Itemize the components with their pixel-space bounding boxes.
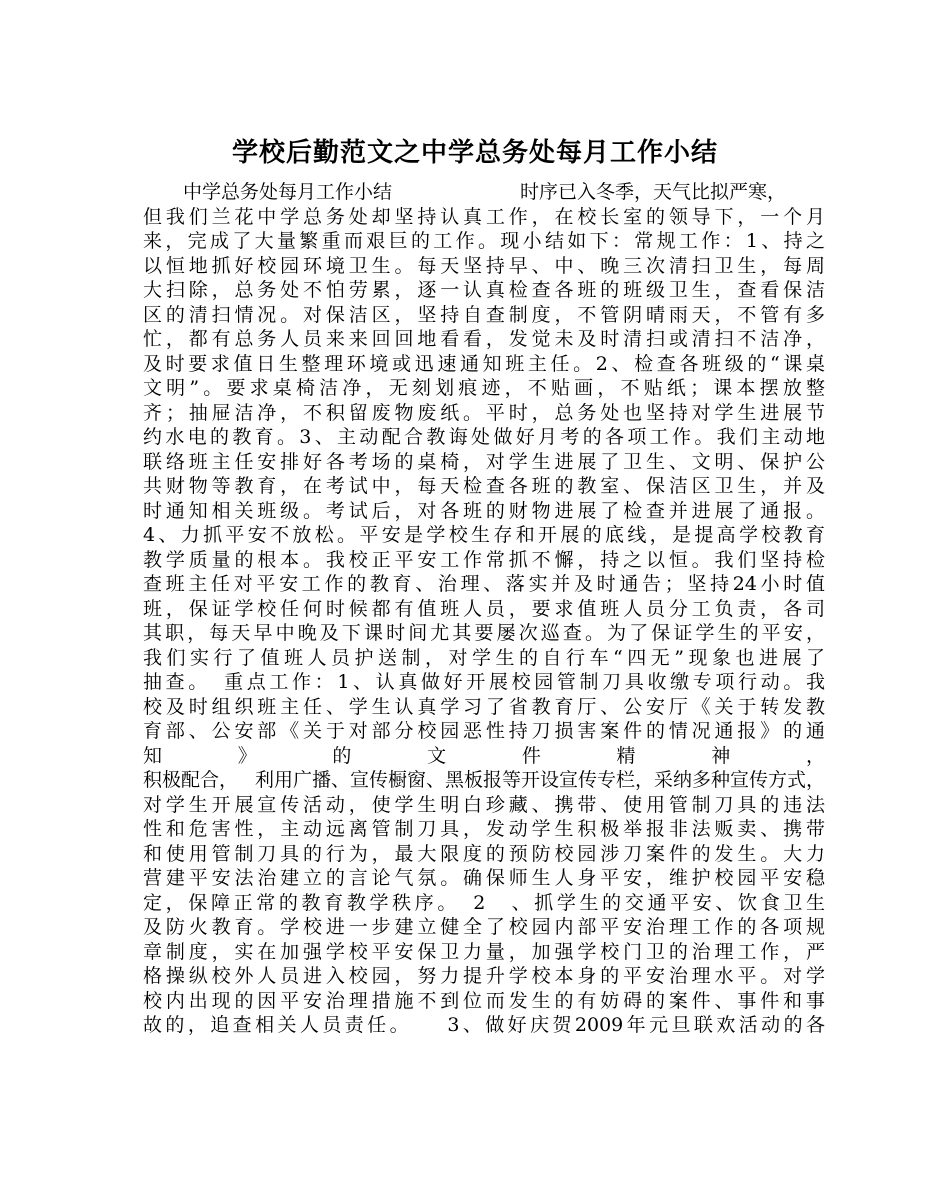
document-body (143, 180, 825, 1062)
text-line: 故的，追查相关人员责任。 3、做好庆贺2009年元旦联欢活动的各 (143, 1014, 825, 1036)
text-line: 知》的文件精神， (143, 744, 825, 767)
text-line: 齐；抽屉洁净，不积留废物废纸。平时，总务处也坚持对学生进展节 (143, 401, 825, 424)
text-line: 我们实行了值班人员护送制，对学生的自行车“四无”现象也进展了 (143, 646, 825, 669)
text-line: 营建平安法治建立的言论气氛。确保师生人身平安，维护校园平安稳 (143, 867, 825, 889)
text-line: 大扫除，总务处不怕劳累，逐一认真检查各班的班级卫生，查看保洁 (143, 279, 825, 301)
text-line: 性和危害性，主动远离管制刀具，发动学生积极举报非法贩卖、携带 (143, 818, 825, 840)
text-line: 章制度，实在加强学校平安保卫力量，加强学校门卫的治理工作，严 (143, 940, 825, 963)
text-run: 利用广播、宣传橱窗、黑板报等开设宣传专栏，采纳多种宣传方式， (254, 769, 825, 791)
text-run: 时序已入冬季，天气比拟严寒， (520, 181, 787, 203)
text-line: 来，完成了大量繁重而艰巨的工作。现小结如下：常规工作：1、持之 (143, 230, 825, 252)
text-line: 以恒地抓好校园环境卫生。每天坚持早、中、晚三次清扫卫生，每周 (143, 254, 825, 277)
text-line: 及防火教育。学校进一步建立健全了校园内部平安治理工作的各项规 (143, 916, 825, 938)
text-line: 育部、公安部《关于对部分校园恶性持刀损害案件的情况通报》的通 (143, 720, 825, 742)
text-line: 校及时组织班主任、学生认真学习了省教育厅、公安厅《关于转发教 (143, 695, 825, 718)
text-line: 格操纵校外人员进入校园，努力提升学校本身的平安治理水平。对学 (143, 965, 825, 987)
document-title: 学校后勤范文之中学总务处每月工作小结 (231, 138, 718, 168)
text-line: 和使用管制刀具的行为，最大限度的预防校园涉刀案件的发生。大力 (143, 842, 825, 865)
text-line: 4、力抓平安不放松。平安是学校生存和开展的底线，是提高学校教育 (143, 524, 825, 546)
text-line: 但我们兰花中学总务处却坚持认真工作，在校长室的领导下，一个月 (143, 205, 825, 228)
text-line: 约水电的教育。3、主动配合教诲处做好月考的各项工作。我们主动地 (143, 426, 825, 448)
text-run: 积极配合， (143, 769, 239, 791)
text-line: 教学质量的根本。我校正平安工作常抓不懈，持之以恒。我们坚持检 (143, 548, 825, 571)
text-line (143, 180, 825, 205)
text-line: 定，保障正常的教育教学秩序。 2 、抓学生的交通平安、饮食卫生 (143, 891, 825, 914)
text-line: 忙，都有总务人员来来回回地看看，发觉未及时清扫或清扫不洁净， (143, 328, 825, 350)
text-line: 抽查。 重点工作：1、认真做好开展校园管制刀具收缴专项行动。我 (143, 671, 825, 693)
text-line: 校内出现的因平安治理措施不到位而发生的有妨碍的案件、事件和事 (143, 989, 825, 1012)
text-line: 查班主任对平安工作的教育、治理、落实并及时通告；坚持24小时值 (143, 573, 825, 595)
text-line: 区的清扫情况。对保洁区，坚持自查制度，不管阴晴雨天，不管有多 (143, 303, 825, 326)
text-line: 班，保证学校任何时候都有值班人员，要求值班人员分工负责，各司 (143, 597, 825, 620)
text-line: 文明”。要求桌椅洁净，无刻划痕迹，不贴画，不贴纸；课本摆放整 (143, 377, 825, 399)
text-line: 其职，每天早中晚及下课时间尤其要屡次巡查。为了保证学生的平安， (143, 622, 825, 644)
text-line: 及时要求值日生整理环境或迅速通知班主任。2、检查各班级的“课桌 (143, 352, 825, 375)
text-line: 时通知相关班级。考试后，对各班的财物进展了检查并进展了通报。 (143, 499, 825, 522)
section-heading: 中学总务处每月工作小结 (183, 181, 393, 203)
text-line (143, 1038, 825, 1063)
text-line (143, 768, 825, 793)
text-line: 联络班主任安排好各考场的桌椅，对学生进展了卫生、文明、保护公 (143, 450, 825, 473)
text-line: 对学生开展宣传活动，使学生明白珍藏、携带、使用管制刀具的违法 (143, 793, 825, 816)
text-line: 共财物等教育，在考试中，每天检查各班的教室、保洁区卫生，并及 (143, 475, 825, 497)
